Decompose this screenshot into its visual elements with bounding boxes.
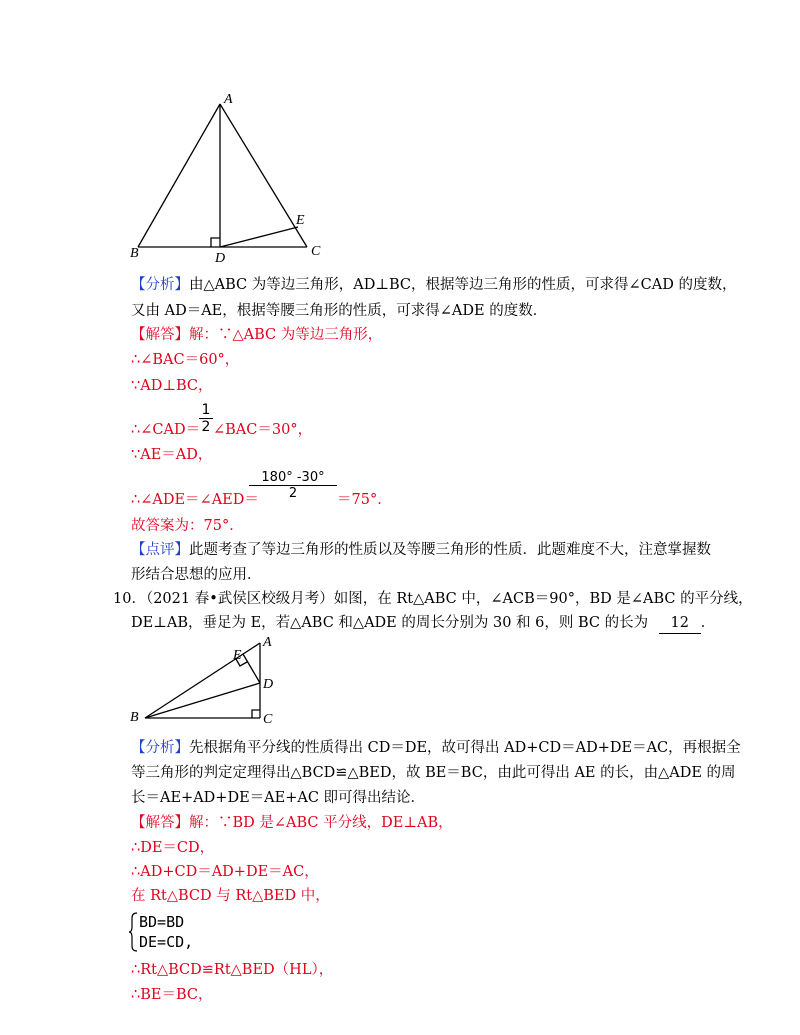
step-4a: ∴∠CAD＝ [131,422,201,438]
comment-text: 此题考查了等边三角形的性质以及等腰三角形的性质．此题难度不大，注意掌握数 [189,542,711,558]
solution2-line-1 [131,813,453,833]
analysis2-line-3: 长＝AE+AD+DE＝AE+AC 即可得出结论． [131,790,426,806]
segment-de [220,227,298,247]
brace [129,912,139,952]
label-e-2: E [233,648,242,663]
label-a: A [224,92,233,107]
comment-line-1 [131,540,711,560]
comment-tag: 【点评】 [131,542,189,558]
fraction-half-den: 2 [199,418,213,435]
step2-3: ∴AD+CD＝AD+DE＝AC， [131,864,319,880]
step-6b: ＝75°． [337,492,392,508]
analysis2-text: 先根据角平分线的性质得出 CD＝DE，故可得出 AD+CD＝AD+DE＝AC，再根据全 [189,740,741,756]
analysis2-line-1 [131,738,741,758]
label-d-2: D [263,677,274,692]
comment-line-2: 形结合思想的应用． [131,567,262,583]
solution2-tag: 【解答】 [131,815,189,831]
analysis2-tag: 【分析】 [131,740,189,756]
fraction-angle [249,470,337,501]
segment-de-2 [243,654,260,683]
question-end: ． [700,615,716,631]
fraction-angle-den: 2 [249,485,337,501]
label-c-2: C [263,712,273,727]
analysis-text: 由△ABC 为等边三角形，AD⊥BC，根据等边三角形的性质，可求得∠CAD 的度数， [189,277,737,293]
side-ac [220,104,307,247]
question-text: （2021 春•武侯区校级月考）如图，在 Rt△ABC 中，∠ACB＝90°，BD 是∠ABC 的平分线， [145,591,753,607]
step2-2: ∴DE＝CD， [131,840,215,856]
solution-tag: 【解答】 [131,327,189,343]
label-a-2: A [263,635,272,650]
equation-system [139,912,193,952]
figure-equilateral-triangle [0,0,800,270]
analysis2-line-2: 等三角形的判定定理得出△BCD≌△BED，故 BE＝BC，由此可得出 AE 的长，由△ADE 的周 [131,765,736,781]
right-angle-mark [211,238,220,247]
solution-text: 解：∵△ABC 为等边三角形， [189,327,383,343]
step2-4: 在 Rt△BCD 与 Rt△BED 中， [131,888,330,904]
right-angle-mark-c [252,710,260,718]
solution2-text: 解：∵BD 是∠ABC 平分线，DE⊥AB， [189,815,453,831]
equation-1: BD=BD [139,913,185,931]
analysis-tag: 【分析】 [131,277,189,293]
figure-right-triangle [0,630,800,740]
segment-bd [145,683,260,718]
analysis-line-1 [131,275,736,295]
step2-6: ∴Rt△BCD≌Rt△BED（HL）， [131,962,334,978]
step2-7: ∴BE＝BC， [131,987,213,1003]
answer-line: 故答案为：75°． [131,518,244,534]
step-2: ∴∠BAC＝60°， [131,352,240,368]
label-b: B [130,246,139,261]
equation-2: DE=CD, [139,933,194,951]
step-6a: ∴∠ADE＝∠AED＝ [131,492,259,508]
solution-line-1 [131,325,382,345]
step-4b: ∠BAC＝30°， [213,422,313,438]
side-ab [138,104,220,247]
step-3: ∵AD⊥BC， [131,378,213,394]
question-10-line-1 [113,589,753,609]
step-5: ∵AE＝AD， [131,447,213,463]
fraction-half-num: 1 [201,402,211,418]
question-number: 10． [113,591,146,607]
label-e: E [296,213,305,228]
label-d: D [215,251,226,266]
fraction-angle-num: 180° -30° [261,470,325,485]
answer-blank: 12 [659,613,701,634]
label-b-2: B [130,710,139,725]
analysis-line-2: 又由 AD＝AE，根据等腰三角形的性质，可求得∠ADE 的度数． [131,303,548,319]
question-text-2: DE⊥AB，垂足为 E，若△ABC 和△ADE 的周长分别为 30 和 6，则 BC 的长为 [131,615,649,631]
label-c: C [311,244,321,259]
fraction-half [199,402,213,435]
